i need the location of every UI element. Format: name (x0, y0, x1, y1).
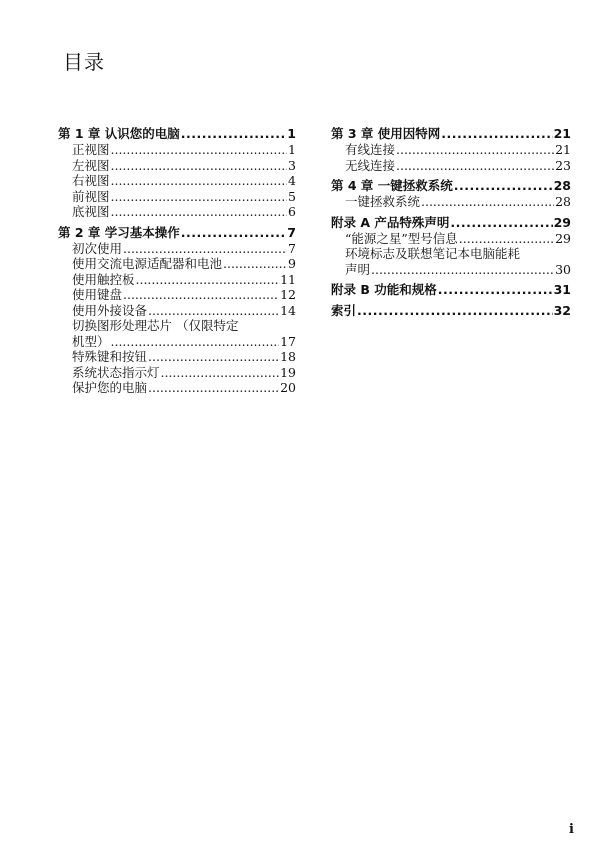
dot-leader (148, 349, 279, 365)
dot-leader (181, 126, 287, 142)
toc-entry[interactable] (58, 173, 296, 189)
dot-leader (111, 173, 288, 189)
toc-entry[interactable] (58, 349, 296, 365)
dot-leader (438, 282, 553, 298)
toc-chapter-label: 第 1 章 认识您的电脑 (58, 126, 180, 141)
toc-entry-page: 7 (288, 240, 296, 256)
dot-leader (123, 287, 279, 303)
toc-entry-continuation[interactable] (331, 262, 571, 278)
toc-chapter[interactable] (58, 126, 296, 142)
toc-chapter[interactable] (331, 303, 571, 319)
toc-entry-page: 4 (288, 173, 296, 188)
dot-leader (396, 142, 554, 158)
toc-entry-page: 9 (288, 256, 296, 271)
toc-chapter-label: 附录 B 功能和规格 (331, 282, 437, 297)
dot-leader (136, 272, 280, 288)
toc-chapter-page: 32 (553, 303, 571, 318)
dot-leader (421, 194, 554, 210)
dot-leader (123, 241, 287, 257)
dot-leader (148, 380, 279, 396)
toc-entry-label: 正视图 (72, 142, 110, 157)
toc-chapter-label: 第 2 章 学习基本操作 (58, 224, 180, 240)
dot-leader (148, 303, 279, 319)
dot-leader (111, 204, 288, 220)
toc-entry[interactable] (331, 194, 571, 210)
toc-entry-label: 使用外接设备 (72, 302, 148, 318)
toc-entry-page: 19 (280, 364, 296, 380)
toc-entry[interactable] (58, 318, 296, 334)
toc-entry-page: 21 (555, 142, 571, 157)
toc-entry-label: 无线连接 (345, 157, 396, 173)
dot-leader (111, 142, 288, 158)
toc-chapter-page: 7 (287, 224, 296, 240)
dot-leader (223, 256, 287, 272)
toc-chapter[interactable] (331, 215, 571, 231)
dot-leader (441, 126, 552, 142)
dot-leader (454, 178, 553, 194)
toc-chapter[interactable] (331, 282, 571, 298)
toc-entry-page: 18 (280, 349, 296, 364)
dot-leader (396, 158, 554, 174)
dot-leader (357, 303, 553, 319)
toc-chapter[interactable] (331, 178, 571, 194)
toc-chapter[interactable] (331, 126, 571, 142)
toc-chapter-page: 1 (287, 126, 296, 141)
toc-entry[interactable] (58, 272, 296, 288)
page-title: 目录 (63, 50, 105, 74)
toc-entry-page: 30 (555, 261, 571, 277)
toc-chapter[interactable] (58, 225, 296, 241)
toc-entry-page: 20 (280, 380, 296, 395)
toc-entry-page: 17 (280, 333, 296, 349)
toc-entry-label-continued: 机型） (72, 333, 110, 349)
toc-entry-page: 11 (280, 271, 296, 287)
toc-entry-label: 前视图 (72, 188, 110, 204)
toc-chapter-label: 附录 A 产品特殊声明 (331, 214, 450, 230)
toc-entry-label: 使用触控板 (72, 271, 135, 287)
toc-entry[interactable] (331, 231, 571, 247)
toc-entry[interactable] (331, 142, 571, 158)
toc-chapter-label: 第 3 章 使用因特网 (331, 126, 441, 141)
toc-entry-page: 12 (280, 287, 296, 302)
toc-entry-label: 系统状态指示灯 (72, 364, 160, 380)
toc-entry-label: 使用交流电源适配器和电池 (72, 256, 223, 271)
toc-entry-label: “能源之星”型号信息 (345, 230, 458, 246)
page-number: i (569, 822, 574, 837)
toc-entry[interactable] (58, 256, 296, 272)
toc-entry-label: 初次使用 (72, 240, 123, 256)
dot-leader (371, 262, 554, 278)
toc-entry-label: 右视图 (72, 173, 110, 188)
toc-entry-label-continued: 声明 (345, 261, 371, 277)
toc-entry-label: 左视图 (72, 157, 110, 173)
toc-entry[interactable] (331, 246, 571, 262)
toc-entry[interactable] (58, 189, 296, 205)
dot-leader (450, 215, 552, 231)
toc-left-column (58, 126, 296, 396)
toc-entry-page: 5 (288, 188, 296, 204)
toc-entry-label: 保护您的电脑 (72, 380, 148, 395)
toc-entry-page: 1 (288, 142, 296, 157)
toc-entry-label: 使用键盘 (72, 287, 123, 302)
toc-entry[interactable] (58, 303, 296, 319)
toc-entry[interactable] (58, 287, 296, 303)
toc-entry-label: 特殊键和按钮 (72, 349, 148, 364)
toc-entry-page: 14 (280, 302, 296, 318)
toc-entry[interactable] (58, 241, 296, 257)
toc-entry-label: 环境标志及联想笔记本电脑能耗 (345, 246, 521, 261)
toc-entry-label: 一键拯救系统 (345, 194, 421, 209)
dot-leader (161, 365, 280, 381)
toc-chapter-label: 索引 (331, 303, 357, 318)
toc-entry-page: 28 (555, 194, 571, 209)
toc-entry[interactable] (331, 158, 571, 174)
toc-entry-page: 29 (555, 230, 571, 246)
toc-entry-label: 底视图 (72, 204, 110, 219)
toc-chapter-page: 31 (553, 282, 571, 297)
toc-right-column (331, 126, 571, 319)
toc-entry-label: 切换图形处理芯片 （仅限特定 (72, 318, 239, 333)
dot-leader (111, 334, 280, 350)
dot-leader (459, 231, 554, 247)
toc-entry[interactable] (58, 380, 296, 396)
dot-leader (181, 225, 287, 241)
dot-leader (111, 158, 288, 174)
toc-entry[interactable] (58, 158, 296, 174)
toc-chapter-page: 28 (553, 178, 571, 193)
toc-chapter-label: 第 4 章 一键拯救系统 (331, 178, 453, 193)
toc-entry[interactable] (58, 365, 296, 381)
toc-entry-page: 6 (288, 204, 296, 219)
toc-entry-page: 23 (555, 157, 571, 173)
toc-chapter-page: 29 (553, 214, 571, 230)
toc-entry-continuation[interactable] (58, 334, 296, 350)
toc-entry-label: 有线连接 (345, 142, 396, 157)
toc-entry-page: 3 (288, 157, 296, 173)
toc-entry[interactable] (58, 204, 296, 220)
dot-leader (111, 189, 288, 205)
toc-chapter-page: 21 (553, 126, 571, 141)
toc-entry[interactable] (58, 142, 296, 158)
